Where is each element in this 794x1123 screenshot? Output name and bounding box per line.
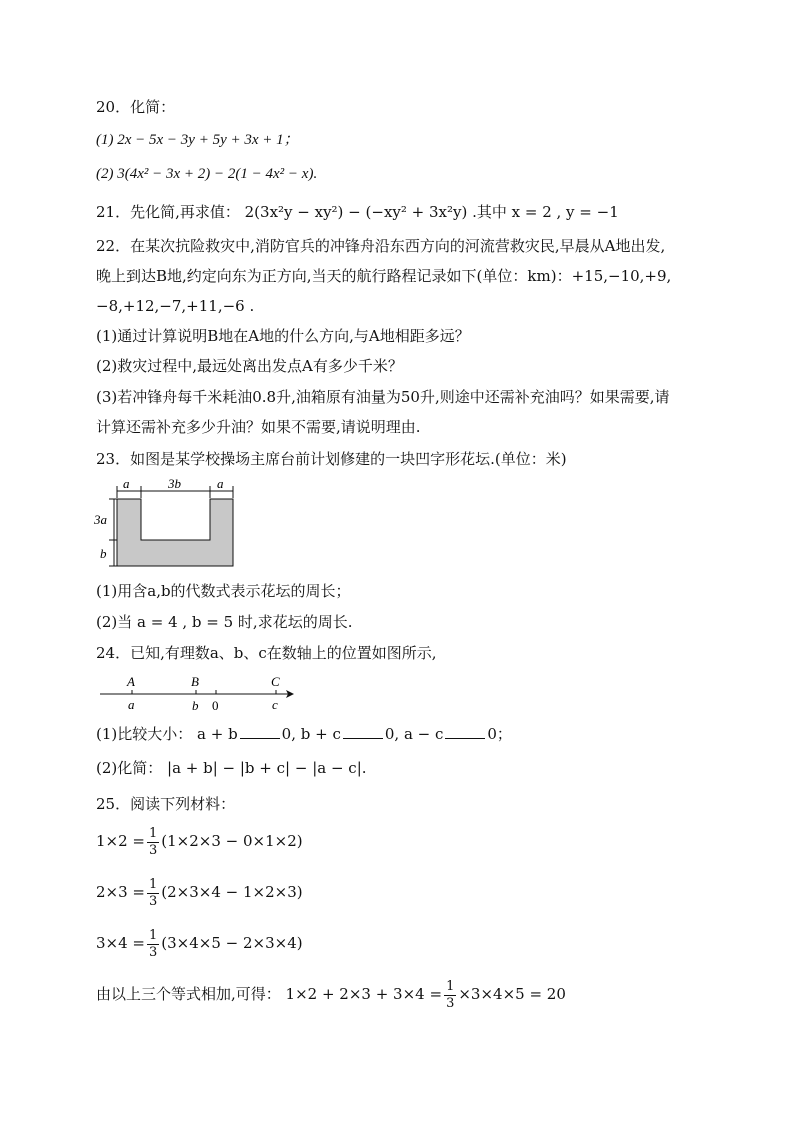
q24-p1-d: 0；	[487, 725, 512, 743]
blank-3[interactable]	[445, 724, 485, 739]
q22-line2: 晚上到达B地,约定向东为正方向,当天的航行路程记录如下(单位：km)：+15,−10,+9,	[96, 267, 672, 285]
q22-part1: (1)通过计算说明B地在A地的什么方向,与A地相距多远？	[96, 327, 470, 345]
q22-line3: −8,+12,−7,+11,−6 .	[96, 297, 255, 315]
q22-part2: (2)救灾过程中,最远处离出发点A有多少千米？	[96, 357, 403, 375]
q24-p1-b: 0, b + c	[281, 725, 341, 743]
q23-part2: (2)当 a = 4 , b = 5 时,求花坛的周长.	[96, 613, 353, 631]
label-b: b	[192, 698, 199, 713]
q23-part1: (1)用含a,b的代数式表示花坛的周长；	[96, 582, 351, 600]
dim-top-3b: 3b	[168, 476, 181, 491]
dim-top-a-left: a	[123, 476, 130, 491]
q20-title: 20．化简：	[96, 98, 176, 116]
label-c: c	[272, 697, 278, 712]
q24-part1	[96, 724, 512, 744]
sum-line: 由以上三个等式相加,可得： 1×2 + 2×3 + 3×4 = $\frac{1}{3}$ ×3×4×5 = 20	[96, 978, 566, 1011]
q22-part3-line2: 计算还需补充多少升油？如果不需要,请说明理由.	[96, 418, 421, 436]
q24-p1-c: 0, a − c	[384, 725, 444, 743]
q25-title: 25．阅读下列材料：	[96, 795, 236, 813]
eq2: 2×3 = $\frac{1}{3}$ (2×3×4 − 1×2×3)	[96, 876, 303, 909]
eq3: 3×4 = $\frac{1}{3}$ (3×4×5 − 2×3×4)	[96, 927, 303, 960]
q24-title: 24．已知,有理数a、b、c在数轴上的位置如图所示,	[96, 644, 437, 662]
dim-left-b: b	[100, 546, 107, 561]
label-A: A	[127, 674, 135, 689]
q24-part2: (2)化简： |a + b| − |b + c| − |a − c|.	[96, 759, 367, 777]
blank-2[interactable]	[343, 724, 383, 739]
eq1: 1×2 = $\frac{1}{3}$ (1×2×3 − 0×1×2)	[96, 825, 303, 858]
number-line	[96, 670, 306, 716]
q20-part2: (2) 3(4x² − 3x + 2) − 2(1 − 4x² − x).	[96, 166, 318, 182]
q22-line1: 22．在某次抗险救灾中,消防官兵的冲锋舟沿东西方向的河流营救灾民,早晨从A地出发,	[96, 237, 666, 255]
q21-text: 21．先化简,再求值： 2(3x²y − xy²) − (−xy² + 3x²y) .其中 x = 2 , y = −1	[96, 203, 619, 221]
dim-top-a-right: a	[217, 476, 224, 491]
q22-part3-line1: (3)若冲锋舟每千米耗油0.8升,油箱原有油量为50升,则途中还需补充油吗？如果需要,请	[96, 388, 670, 406]
u-shape	[117, 499, 233, 566]
label-C: C	[271, 674, 280, 689]
q24-p1-a: (1)比较大小： a + b	[96, 725, 238, 743]
q20-part1: (1) 2x − 5x − 3y + 5y + 3x + 1；	[96, 132, 299, 148]
label-B: B	[191, 674, 199, 689]
label-a: a	[128, 697, 135, 712]
flowerbed-figure	[90, 474, 250, 574]
q23-title: 23．如图是某学校操场主席台前计划修建的一块凹字形花坛.(单位：米)	[96, 450, 567, 468]
blank-1[interactable]	[240, 724, 280, 739]
label-zero: 0	[212, 698, 219, 713]
dim-left-3a: 3a	[94, 512, 107, 527]
